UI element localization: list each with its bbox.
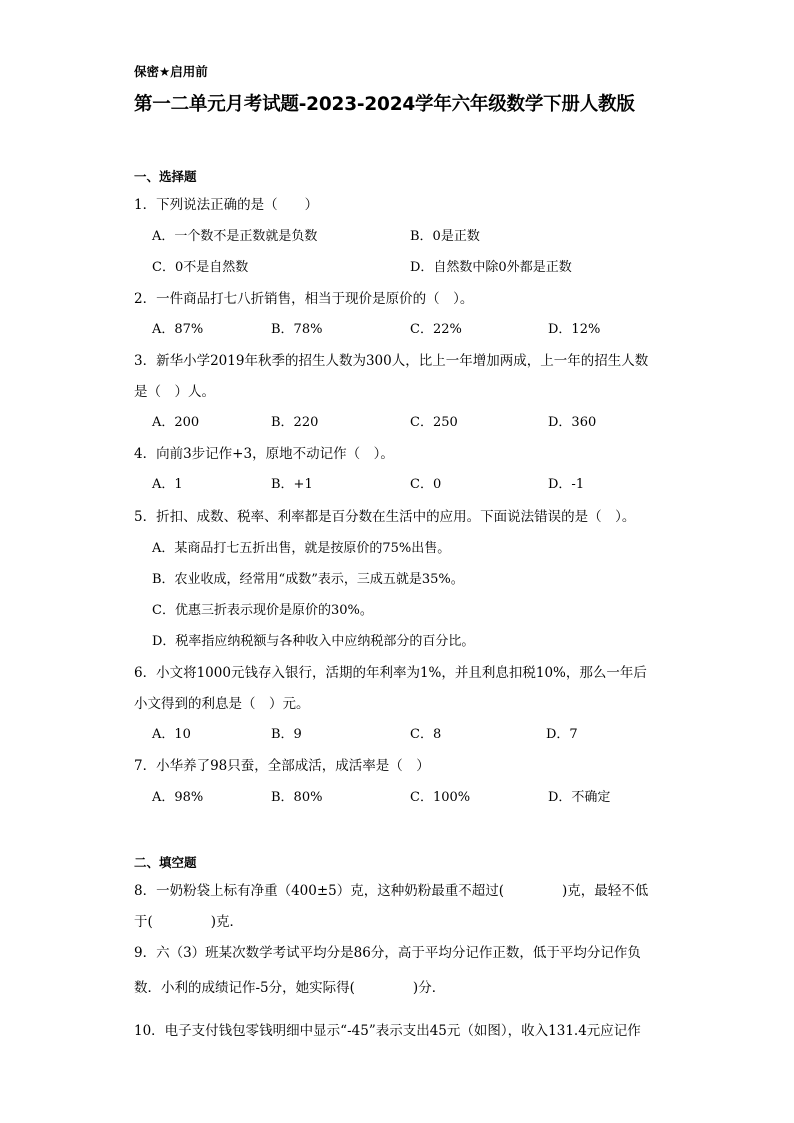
question-8-text-c: 于( bbox=[134, 914, 153, 930]
question-5-stem: 5．折扣、成数、税率、利率都是百分数在生活中的应用。下面说法错误的是（ ）。 bbox=[134, 509, 636, 525]
question-9-text-b: )分． bbox=[412, 980, 446, 996]
question-3-stem-line2: 是（ ）人。 bbox=[134, 384, 215, 400]
question-10-line1: 10．电子支付钱包零钱明细中显示“-45”表示支出45元（如图），收入131.4元应记作 bbox=[134, 1023, 641, 1039]
question-7-stem: 7．小华养了98只蚕，全部成活，成活率是（ ） bbox=[134, 758, 430, 774]
question-7-option-d: D．不确定 bbox=[548, 790, 611, 805]
question-2-option-b: B．78% bbox=[271, 322, 323, 337]
question-9-line2 bbox=[134, 976, 445, 996]
question-6-stem-line1: 6．小文将1000元钱存入银行，活期的年利率为1%，并且利息扣税10%，那么一年后 bbox=[134, 665, 647, 681]
question-2-option-a: A．87% bbox=[152, 322, 204, 337]
question-6-option-a: A．10 bbox=[152, 727, 191, 742]
question-1-option-b: B．0是正数 bbox=[410, 229, 480, 244]
question-3-option-d: D．360 bbox=[548, 415, 597, 430]
question-2-option-c: C．22% bbox=[410, 322, 462, 337]
section-choice-title: 一、选择题 bbox=[134, 169, 197, 184]
question-3-option-a: A．200 bbox=[152, 415, 200, 430]
question-4-option-c: C．0 bbox=[410, 477, 442, 492]
question-1-option-d: D．自然数中除0外都是正数 bbox=[410, 260, 572, 275]
question-1-option-a: A．一个数不是正数就是负数 bbox=[152, 229, 318, 244]
question-4-stem: 4．向前3步记作+3，原地不动记作（ ）。 bbox=[134, 446, 394, 462]
question-9-text-a: 数．小利的成绩记作-5分，她实际得( bbox=[134, 980, 355, 996]
question-9-line1: 9．六（3）班某次数学考试平均分是86分，高于平均分记作正数，低于平均分记作负 bbox=[134, 945, 641, 961]
question-6-option-b: B．9 bbox=[271, 727, 302, 742]
question-6-stem-line2: 小文得到的利息是（ ）元。 bbox=[134, 696, 310, 712]
question-6-option-d: D．7 bbox=[546, 727, 578, 742]
question-4-option-a: A．1 bbox=[152, 477, 183, 492]
question-4-option-b: B．+1 bbox=[271, 477, 313, 492]
question-7-option-a: A．98% bbox=[152, 790, 204, 805]
question-2-stem: 2．一件商品打七八折销售，相当于现价是原价的（ ）。 bbox=[134, 291, 474, 307]
question-1-stem: 1．下列说法正确的是（ ） bbox=[134, 197, 319, 213]
question-8-line1 bbox=[134, 879, 648, 899]
question-8-text-d: )克． bbox=[210, 914, 244, 930]
confidential-label: 保密★启用前 bbox=[134, 64, 208, 79]
section-fill-title: 二、填空题 bbox=[134, 855, 197, 870]
exam-title: 第一二单元月考试题-2023-2024学年六年级数学下册人教版 bbox=[134, 94, 635, 115]
question-1-option-c: C．0不是自然数 bbox=[152, 260, 249, 275]
question-8-line2 bbox=[134, 910, 243, 930]
question-5-option-d: D．税率指应纳税额与各种收入中应纳税部分的百分比。 bbox=[152, 634, 475, 649]
question-8-text-a: 8．一奶粉袋上标有净重（400±5）克，这种奶粉最重不超过( bbox=[134, 883, 505, 899]
question-4-option-d: D．-1 bbox=[548, 477, 585, 492]
question-7-option-c: C．100% bbox=[410, 790, 471, 805]
question-8-text-b: )克，最轻不低 bbox=[562, 883, 649, 899]
question-5-option-b: B．农业收成，经常用“成数”表示，三成五就是35%。 bbox=[152, 572, 464, 587]
question-6-option-c: C．8 bbox=[410, 727, 442, 742]
question-5-option-c: C．优惠三折表示现价是原价的30%。 bbox=[152, 603, 373, 618]
question-3-stem-line1: 3．新华小学2019年秋季的招生人数为300人，比上一年增加两成，上一年的招生人数 bbox=[134, 353, 649, 369]
question-7-option-b: B．80% bbox=[271, 790, 323, 805]
question-3-option-b: B．220 bbox=[271, 415, 319, 430]
question-3-option-c: C．250 bbox=[410, 415, 458, 430]
question-2-option-d: D．12% bbox=[548, 322, 601, 337]
question-5-option-a: A．某商品打七五折出售，就是按原价的75%出售。 bbox=[152, 541, 451, 556]
